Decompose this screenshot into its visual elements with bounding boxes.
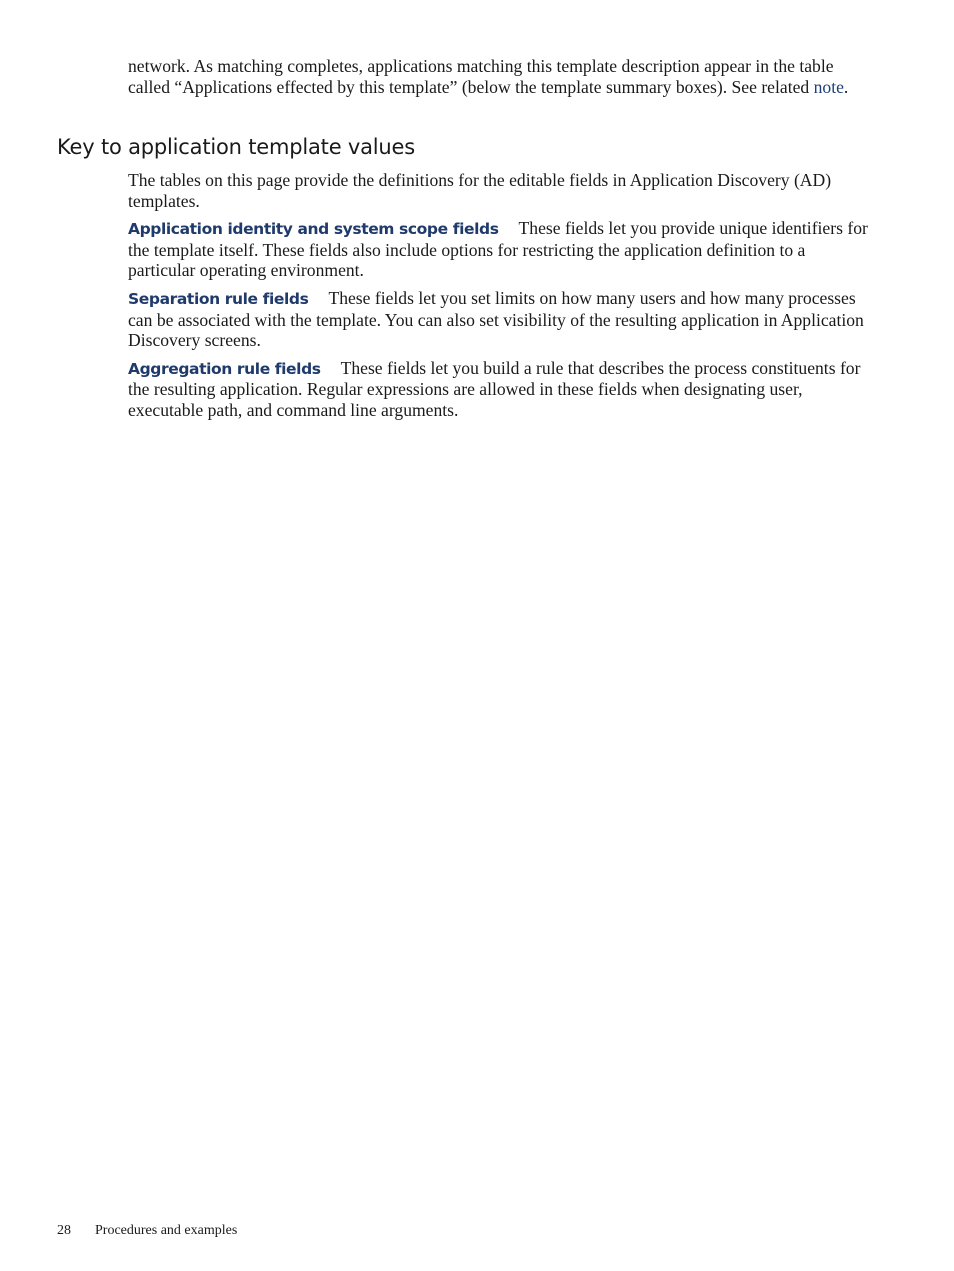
definition-description: These fields let you set limits on how many users and how many processes can be associated with the template. You can also set visibility of the resulting application in Application Discovery screens. bbox=[128, 287, 864, 351]
page-number: 28 bbox=[57, 1223, 71, 1238]
definition-item bbox=[128, 288, 873, 351]
definition-term: Application identity and system scope fields bbox=[128, 220, 499, 239]
section-intro: The tables on this page provide the definitions for the editable fields in Application Discovery (AD) templates. bbox=[128, 170, 832, 211]
intro-text: network. As matching completes, applications matching this template description appear in the table called “Applications effected by this template” (below the template summary boxes). See related bbox=[128, 56, 834, 97]
definition-description: These fields let you build a rule that describes the process constituents for the resulting application. Regular expressions are allowed in these fields when designating user, executable path, and command line arguments. bbox=[128, 357, 861, 420]
definition-item bbox=[128, 218, 873, 281]
definition-item bbox=[128, 358, 873, 421]
section-content bbox=[128, 170, 873, 428]
definition-description: These fields let you provide unique identifiers for the template itself. These fields also include options for restricting the application definition to a particular operating environment. bbox=[128, 218, 868, 281]
definition-term: Aggregation rule fields bbox=[128, 359, 321, 378]
chapter-title: Procedures and examples bbox=[95, 1223, 238, 1238]
page-footer bbox=[57, 1222, 237, 1240]
definition-term: Separation rule fields bbox=[128, 289, 309, 308]
intro-paragraph bbox=[128, 56, 873, 97]
note-link[interactable]: note bbox=[813, 76, 844, 97]
intro-text-end: . bbox=[843, 76, 849, 97]
section-heading: Key to application template values bbox=[57, 135, 415, 159]
